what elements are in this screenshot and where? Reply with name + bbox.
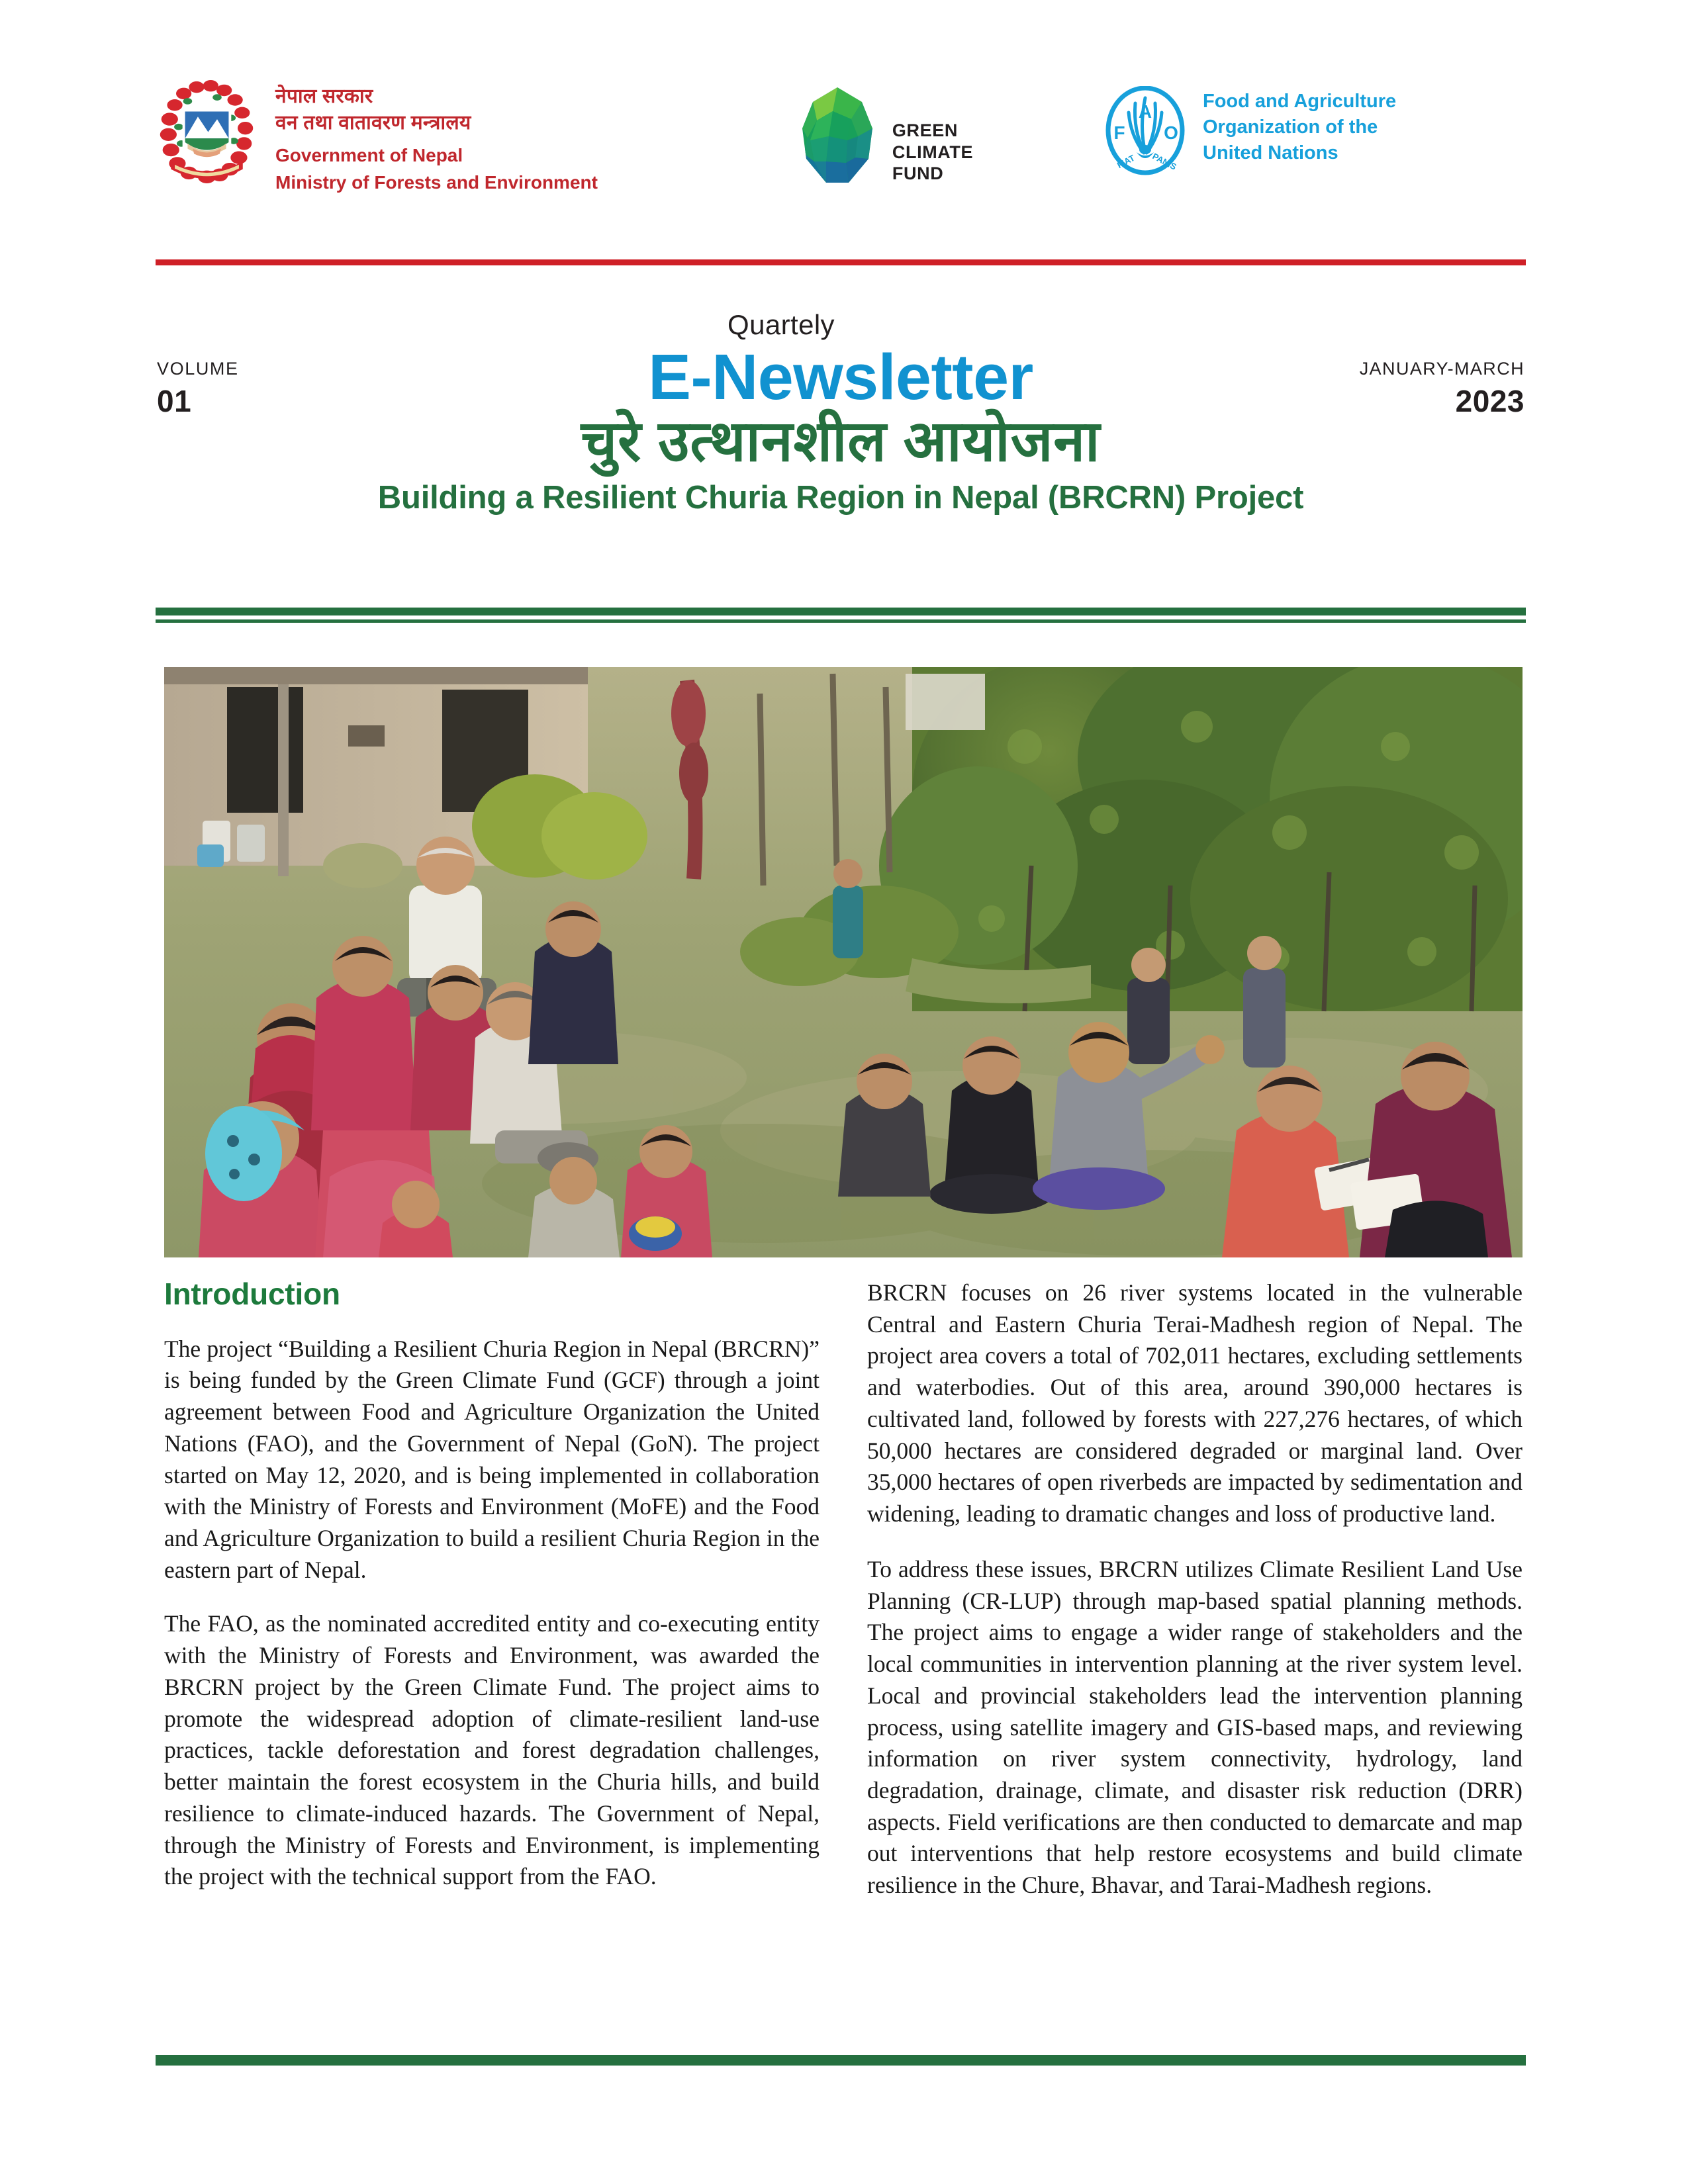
cover-photo: [164, 667, 1523, 1257]
volume-value: 01: [157, 384, 192, 418]
page-title: E-Newsletter: [648, 341, 1033, 413]
svg-text:A: A: [1138, 101, 1152, 122]
government-of-nepal-logo: [156, 79, 712, 195]
project-title-nepali: चुरे उत्थानशील आयोजना: [581, 409, 1101, 473]
divider-thin-line: [156, 619, 1526, 623]
fao-line1: Food and Agriculture: [1203, 91, 1397, 112]
project-title-english: Building a Resilient Churia Region in Nepal (BRCRN) Project: [377, 480, 1304, 516]
gcf-line3: FUND: [892, 163, 944, 184]
nepal-emblem-icon: [156, 79, 258, 189]
footer-divider-green: [156, 2055, 1526, 2066]
svg-text:O: O: [1164, 122, 1178, 143]
gcf-line1: GREEN: [892, 120, 958, 140]
header-divider-red: [156, 259, 1526, 265]
gon-nepali-line1: नेपाल सरकार: [275, 85, 373, 107]
masthead-title-group: [156, 311, 1526, 518]
svg-text:PANIS: PANIS: [1150, 151, 1178, 172]
article-column-right: [867, 1277, 1523, 2019]
gcf-line2: CLIMATE: [892, 142, 974, 162]
green-climate-fund-logo: [712, 79, 1056, 191]
section-heading-introduction: Introduction: [164, 1277, 340, 1311]
gon-english-line2: Ministry of Forests and Environment: [275, 172, 598, 193]
svg-text:FIAT: FIAT: [1115, 152, 1137, 171]
paragraph-right-1: BRCRN focuses on 26 river systems located in the vulnerable Central and Eastern Churia Terai-Madhesh region of Nepal. The project area covers a total of 702,011 hectares, excluding settlements and waterbodies. Out of this area, around 390,000 hectares is cultivated land, followed by forests with 227,276 hectares, of which 50,000 hectares are considered degraded or marginal land. Over 35,000 hectares of open riverbeds are impacted by sedimentation and widening, leading to dramatic changes and loss of productive land.: [867, 1279, 1523, 1527]
masthead-kicker: Quartely: [727, 309, 835, 340]
logo-bar: [156, 79, 1526, 232]
article-column-left: [164, 1277, 820, 2019]
fao-emblem-icon: [1102, 86, 1188, 175]
masthead-divider-green: [156, 608, 1526, 623]
fao-line2: Organization of the: [1203, 116, 1378, 138]
gcf-gem-icon: [794, 85, 880, 191]
paragraph-left-2: The FAO, as the nominated accredited entity and co-executing entity with the Ministry of Forests and Environment, was awarded the BRCRN project by the Green Climate Fund. The project aims to promote the widespread adoption of climate-resilient land-use practices, tackle deforestation and forest degradation challenges, better maintain the forest ecosystem in the Churia hills, and build resilience to climate-induced hazards. The Government of Nepal, through the Ministry of Forests and Environment, is implementing the project with the technical support from the FAO.: [164, 1610, 820, 1890]
paragraph-right-2: To address these issues, BRCRN utilizes Climate Resilient Land Use Planning (CR-LUP) through map-based spatial planning methods. The project aims to engage a wider range of stakeholders and the local communities in intervention planning at the river system level. Local and provincial stakeholders lead the intervention planning process, using satellite imagery and GIS-based maps, and reviewing information on river system connectivity, hydrology, land degradation, drainage, climate, and disaster risk reduction (DRR) aspects. Field verifications are then conducted to demarcate and map out interventions that help restore ecosystems and build climate resilience in the Chure, Bhavar, and Tarai-Madhesh regions.: [867, 1555, 1523, 1899]
fao-logo: [1056, 79, 1526, 175]
issue-year-value: 2023: [1455, 384, 1524, 418]
divider-thick-line: [156, 608, 1526, 615]
fao-line3: United Nations: [1203, 142, 1338, 163]
issue-date-label: JANUARY-MARCH: [1359, 359, 1524, 379]
masthead: [156, 311, 1526, 589]
article-columns: [164, 1277, 1523, 2019]
svg-text:F: F: [1113, 122, 1125, 143]
gon-english-line1: Government of Nepal: [275, 145, 463, 166]
paragraph-left-1: The project “Building a Resilient Churia Region in Nepal (BRCRN)” is being funded by the Green Climate Fund (GCF) through a joint agreement between Food and Agriculture Organization the United Nations (FAO), and the Government of Nepal (GoN). The project started on May 12, 2020, and is being implemented in collaboration with the Ministry of Forests and Environment (MoFE) and the Food and Agriculture Organization to build a resilient Churia Region in the eastern part of Nepal.: [164, 1335, 820, 1583]
gon-nepali-line2: वन तथा वातावरण मन्त्रालय: [275, 111, 471, 134]
gon-text-block: [275, 79, 598, 195]
gcf-text-block: [892, 91, 973, 185]
fao-text-block: [1203, 86, 1396, 166]
volume-label: VOLUME: [157, 359, 239, 379]
